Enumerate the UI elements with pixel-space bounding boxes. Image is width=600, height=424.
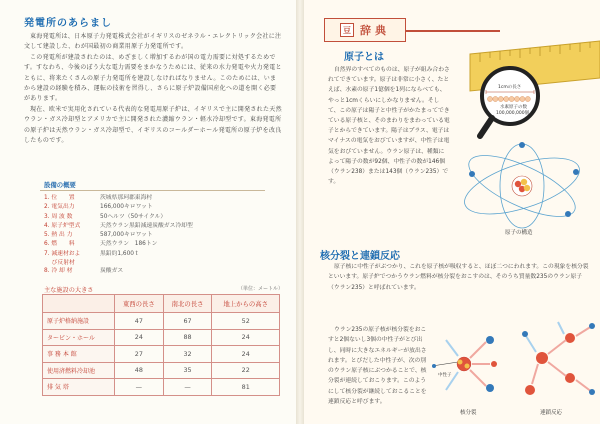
dictionary-mark: 豆 (340, 23, 354, 37)
spec-row (40, 267, 270, 276)
table-cell: 24 (212, 346, 280, 363)
table-title: 主な施設の大きさ (44, 287, 94, 294)
spec-row (40, 222, 270, 231)
facility-size-table (42, 294, 280, 396)
spec-value: 黒鉛約1,600ｔ (100, 250, 140, 257)
table-cell: 24 (212, 329, 280, 346)
divider (406, 30, 500, 32)
table-unit: （単位：メートル） (238, 286, 284, 292)
spec-value: 50ヘルツ（50サイクル） (100, 213, 167, 220)
table-row (43, 362, 280, 379)
spec-key: 3. 周 波 数 (44, 213, 73, 220)
table-cell: 32 (163, 346, 212, 363)
fission-text-2 (328, 325, 430, 407)
spec-key: び反射材 (44, 260, 75, 267)
page-gutter (296, 0, 304, 424)
table-cell: 67 (163, 313, 212, 330)
spec-key: 2. 電気出力 (44, 204, 75, 211)
table-cell: 排 気 塔 (43, 379, 115, 396)
table-cell: — (115, 379, 164, 396)
atom-paragraph: 自然界のすべてのものは、原子が組み合わされてできています。原子は非常に小さく、たとえば、水素の原子1億個を1列にならべても、やっと1cmくらいにしかなりません。そして、この原子は陽子と中性子がかたまってできている原子核と、そのまわりをまわっている電子とからできています。陽子はプラス、電子はマイナスの電気をおびていますが、中性子は電気をおびていません。ウラン原子は、種類によって陽子の数が92個、中性子の数が146個（ウラン238）または143個（ウラン235）です。 (328, 67, 450, 186)
table-row (43, 329, 280, 346)
neutron-label: 中性子 (438, 373, 452, 378)
ruler-label: 1cmの長さ (498, 85, 522, 90)
table-row (43, 313, 280, 330)
table-header: 東西の長さ (115, 295, 164, 313)
spec-title: 設備の概要 (44, 181, 76, 189)
dictionary-heading (324, 18, 406, 42)
spec-key: 5. 熱 出 力 (44, 232, 73, 239)
magnifier-ruler-illustration (450, 36, 600, 141)
right-page (300, 0, 600, 424)
overview-paragraph: 現在、欧米で実用化されている代表的な発電用原子炉は、イギリスで主に開発された天然ウラン・ガス冷却型とアメリカで主に開発された濃縮ウラン・軽水冷却型です。東海発電所の原子炉は天然ウラン・ガス冷却型で、イギリスのコールダーホール発電所の原子炉を改良したものです。 (24, 105, 282, 145)
table-cell: タービン・ホール (43, 329, 115, 346)
table-cell: 24 (115, 329, 164, 346)
spec-row (40, 213, 270, 222)
spec-key: 7. 減速材およ (44, 250, 81, 257)
table-cell: 27 (115, 346, 164, 363)
dictionary-title: 辞典 (360, 24, 390, 37)
fission-section-title: 核分裂と連鎖反応 (320, 251, 400, 262)
overview-text (24, 32, 282, 146)
spec-value: 天然ウラン 186トン (100, 241, 158, 248)
table-header (43, 295, 115, 313)
table-cell: 事 務 本 館 (43, 346, 115, 363)
table-cell: 48 (115, 362, 164, 379)
fission-illustration (430, 318, 595, 408)
atom-structure-illustration (452, 142, 592, 232)
table-cell: — (163, 379, 212, 396)
spec-value: 茨城県那珂郡東海村 (100, 195, 153, 201)
spec-key: 6. 燃 料 (44, 241, 75, 248)
spec-value: 166,000キロワット (100, 204, 153, 211)
table-header-row (43, 295, 280, 313)
table-header: 南北の長さ (163, 295, 212, 313)
table-header: 地上からの高さ (212, 295, 280, 313)
chain-reaction-diagram (522, 322, 595, 395)
fission-paragraph: 原子核に中性子がぶつかり、これを原子核が吸収すると、ほぼ二つにわれます。この現象を核分裂といいます。原子炉でつかうウラン燃料が核分裂をおこすのは、そのうち質量数235のウラン原子（ウラン235）と呼ばれています。 (328, 264, 589, 291)
spec-value: 587,000キロワット (100, 232, 153, 239)
spec-row (40, 250, 270, 259)
spec-list (40, 194, 270, 276)
spec-key: 4. 原子炉型式 (44, 222, 81, 229)
fission-caption: 核分裂 (460, 410, 477, 416)
chain-reaction-caption: 連鎖反応 (540, 410, 563, 416)
spec-row (40, 240, 270, 249)
atom-section-title: 原子とは (344, 52, 384, 63)
section-title: 発電所のあらまし (24, 18, 112, 29)
spec-key: 8. 冷 却 材 (44, 268, 73, 275)
spec-value: 天然ウラン黒鉛減速炭酸ガス冷却型 (100, 222, 193, 229)
spec-row (40, 231, 270, 240)
hydrogen-label: 水素原子の数 (500, 105, 527, 110)
hydrogen-count: 100,000,000個 (496, 111, 530, 116)
table-cell: 35 (163, 362, 212, 379)
spec-row (40, 194, 270, 203)
fission-text (328, 262, 590, 293)
table-row (43, 379, 280, 396)
spec-row (40, 203, 270, 212)
atom-text (328, 65, 450, 187)
atom-caption: 原子の構造 (505, 230, 533, 236)
table-cell: 52 (212, 313, 280, 330)
spec-value: 炭酸ガス (100, 268, 124, 275)
fission-diagram (432, 336, 497, 392)
fission-paragraph: ウラン235の原子核が核分裂をおこすと2個ないし3個の中性子がとび出し、同時に大きなエネルギーが放出されます。とびだした中性子が、次の別のウラン原子核にぶつかることで、核分裂が連続しておこります。このようにして核分裂が継続しておこることを連鎖反応と呼びます。 (328, 327, 427, 406)
table-cell: 81 (212, 379, 280, 396)
overview-paragraph: この発電所が建設されたのは、めざましく増加するわが国の電力需要に対処するためです。すなわち、今後のぼう大な電力需要をまかなうためには、従来の水力発電や火力発電とともに、将来たくさんの原子力発電所を建設しなければなりません。このためには、いまから建設の経験を積み、運転の技術を習得し、さらに原子炉設備国産化への道を開く必要があります。 (24, 53, 282, 103)
table-cell: 使用済燃料冷却池 (43, 362, 115, 379)
spec-row (40, 259, 270, 267)
table-row (43, 346, 280, 363)
table-cell: 47 (115, 313, 164, 330)
overview-paragraph: 東海発電所は、日本原子力発電株式会社がイギリスのゼネラル・エレクトリック会社に注文して建設した、わが国最初の商業用原子力発電所です。 (24, 33, 282, 51)
table-cell: 88 (163, 329, 212, 346)
table-cell: 原子炉格納施設 (43, 313, 115, 330)
table-cell: 22 (212, 362, 280, 379)
spec-key: 1. 位 置 (44, 195, 75, 201)
divider (40, 190, 265, 191)
